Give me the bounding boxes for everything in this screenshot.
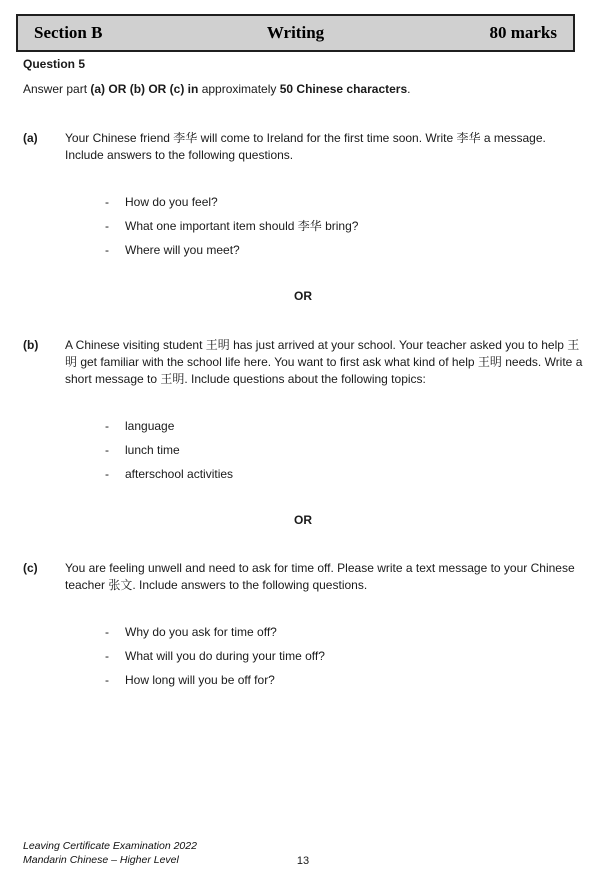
bullet-dash: - <box>105 419 109 433</box>
part-c-label: (c) <box>23 561 38 575</box>
part-a-bullet-list <box>23 194 583 258</box>
part-c-bullet-list <box>23 624 583 688</box>
part-c-paragraph <box>23 560 583 594</box>
bullet-text: What will you do during your time off? <box>125 649 325 663</box>
bullet-text: How long will you be off for? <box>125 673 275 687</box>
bullet-dash: - <box>105 195 109 209</box>
list-item <box>23 194 583 210</box>
part-b-paragraph <box>23 337 583 388</box>
part-b <box>23 337 583 482</box>
list-item <box>23 242 583 258</box>
section-label: Section B <box>34 23 103 42</box>
bullet-dash: - <box>105 219 109 233</box>
bullet-dash: - <box>105 243 109 257</box>
or-separator-1: OR <box>294 289 312 303</box>
section-marks: 80 marks <box>489 23 557 42</box>
instruction-pre: Answer part <box>23 82 91 96</box>
bullet-text: How do you feel? <box>125 195 218 209</box>
bullet-dash: - <box>105 625 109 639</box>
exam-page <box>0 14 606 892</box>
bullet-text: Where will you meet? <box>125 243 240 257</box>
question-number: Question 5 <box>23 57 86 71</box>
bullet-dash: - <box>105 649 109 663</box>
section-header-bar <box>16 14 575 52</box>
bullet-dash: - <box>105 443 109 457</box>
question-instruction <box>23 82 583 96</box>
page-number: 13 <box>296 855 310 867</box>
instruction-bold-length: 50 Chinese characters <box>279 82 408 96</box>
part-c <box>23 560 583 688</box>
part-c-text: You are feeling unwell and need to ask for time off. Please write a text message to your Chinese teacher 张文. Include answers to the following questions. <box>65 561 575 592</box>
instruction-end: . <box>407 82 411 96</box>
list-item <box>23 442 583 458</box>
bullet-text: Why do you ask for time off? <box>125 625 277 639</box>
instruction-mid: approximately <box>198 82 280 96</box>
part-a <box>23 130 583 258</box>
page-content <box>0 57 606 688</box>
list-item <box>23 648 583 664</box>
list-item <box>23 672 583 688</box>
list-item <box>23 418 583 434</box>
bullet-text: What one important item should 李华 bring? <box>125 219 359 233</box>
list-item <box>23 624 583 640</box>
bullet-text: lunch time <box>125 443 180 457</box>
part-a-text: Your Chinese friend 李华 will come to Ireland for the first time soon. Write 李华 a message. Include answers to the following questions. <box>65 131 546 162</box>
instruction-bold-parts: (a) OR (b) OR (c) in <box>90 82 199 96</box>
footer-line-1: Leaving Certificate Examination 2022 <box>23 840 197 852</box>
bullet-text: language <box>125 419 175 433</box>
footer-line-2: Mandarin Chinese – Higher Level <box>23 854 179 866</box>
part-b-label: (b) <box>23 338 39 352</box>
part-a-label: (a) <box>23 131 38 145</box>
part-b-bullet-list <box>23 418 583 482</box>
bullet-text: afterschool activities <box>125 467 234 481</box>
list-item <box>23 218 583 234</box>
part-b-text: A Chinese visiting student 王明 has just arrived at your school. Your teacher asked you to help 王明 get familiar with the school life here. You want to first ask what kind of help 王明 needs. Write a short message to 王明. Include questions about the following topics: <box>65 338 583 386</box>
bullet-dash: - <box>105 673 109 687</box>
section-title: Writing <box>266 23 325 42</box>
list-item <box>23 466 583 482</box>
bullet-dash: - <box>105 467 109 481</box>
part-a-paragraph <box>23 130 583 164</box>
or-separator-2: OR <box>294 513 312 527</box>
